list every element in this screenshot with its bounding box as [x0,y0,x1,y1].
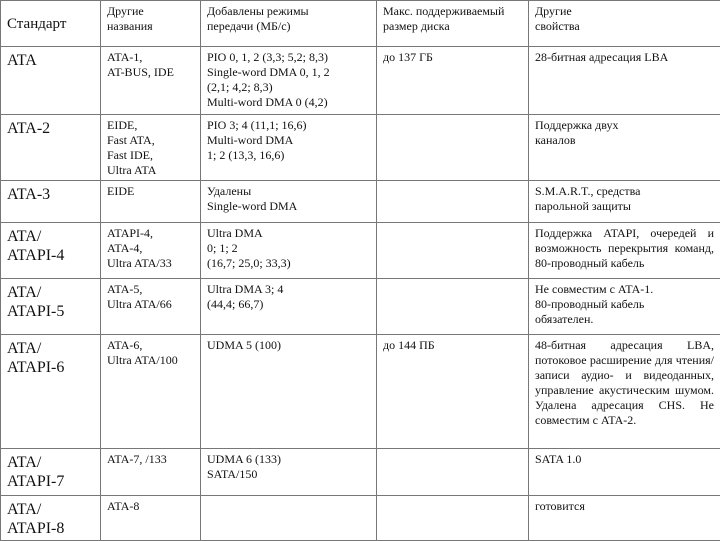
props-cell: Поддержка двух каналов [529,115,720,181]
names-cell: EIDE, Fast ATA, Fast IDE, Ultra ATA [101,115,201,181]
standard-cell: ATA-2 [1,115,101,181]
max-disk-cell [377,449,529,496]
modes-cell: PIO 0, 1, 2 (3,3; 5,2; 8,3) Single-word DMA 0, 1, 2 (2,1; 4,2; 8,3) Multi-word DMA 0 (4,2) [201,47,377,115]
table-row [1,47,720,115]
max-disk-cell [377,115,529,181]
names-cell: ATA-6, Ultra ATA/100 [101,335,201,449]
table-row [1,181,720,223]
header-modes: Добавлены режимы передачи (МБ/с) [201,1,377,47]
props-cell: Не совместим с ATA-1. 80-проводный кабель обязателен. [529,279,720,335]
table-row [1,279,720,335]
standard-cell: ATA/ ATAPI-6 [1,335,101,449]
modes-cell [201,496,377,541]
props-cell: готовится [529,496,720,541]
modes-cell: PIO 3; 4 (11,1; 16,6) Multi-word DMA 1; 2 (13,3, 16,6) [201,115,377,181]
props-cell: 48-битная адресация LBA, потоковое расширение для чтения/ записи аудио- и видеоданных, управление акустическим шумом. Удалена адресация CHS. Не совместим с ATA-2. [529,335,720,449]
standard-cell: ATA/ ATAPI-5 [1,279,101,335]
max-disk-cell: до 137 ГБ [377,47,529,115]
table-row [1,115,720,181]
props-cell: S.M.A.R.T., средства парольной защиты [529,181,720,223]
max-disk-cell: до 144 ПБ [377,335,529,449]
table-row [1,496,720,541]
modes-cell: UDMA 6 (133) SATA/150 [201,449,377,496]
max-disk-cell [377,181,529,223]
standard-cell: ATA/ ATAPI-4 [1,223,101,279]
names-cell: ATAPI-4, ATA-4, Ultra ATA/33 [101,223,201,279]
header-max-disk: Макс. поддерживаемый размер диска [377,1,529,47]
standard-cell: ATA [1,47,101,115]
max-disk-cell [377,223,529,279]
names-cell: ATA-1, AT-BUS, IDE [101,47,201,115]
max-disk-cell [377,279,529,335]
header-row [1,1,720,47]
table-body [1,1,720,541]
props-cell: SATA 1.0 [529,449,720,496]
table-row [1,335,720,449]
standard-cell: ATA-3 [1,181,101,223]
standard-cell: ATA/ ATAPI-7 [1,449,101,496]
props-cell: Поддержка ATAPI, очередей и возможность перекрытия команд, 80-проводный кабель [529,223,720,279]
standard-cell: ATA/ ATAPI-8 [1,496,101,541]
names-cell: ATA-7, /133 [101,449,201,496]
max-disk-cell [377,496,529,541]
modes-cell: Удалены Single-word DMA [201,181,377,223]
names-cell: EIDE [101,181,201,223]
names-cell: ATA-8 [101,496,201,541]
names-cell: ATA-5, Ultra ATA/66 [101,279,201,335]
header-other-props: Другие свойства [529,1,720,47]
modes-cell: Ultra DMA 3; 4 (44,4; 66,7) [201,279,377,335]
header-standard: Стандарт [1,1,101,47]
table-row [1,223,720,279]
header-other-names: Другие названия [101,1,201,47]
modes-cell: UDMA 5 (100) [201,335,377,449]
table-row [1,449,720,496]
props-cell: 28-битная адресация LBA [529,47,720,115]
modes-cell: Ultra DMA 0; 1; 2 (16,7; 25,0; 33,3) [201,223,377,279]
